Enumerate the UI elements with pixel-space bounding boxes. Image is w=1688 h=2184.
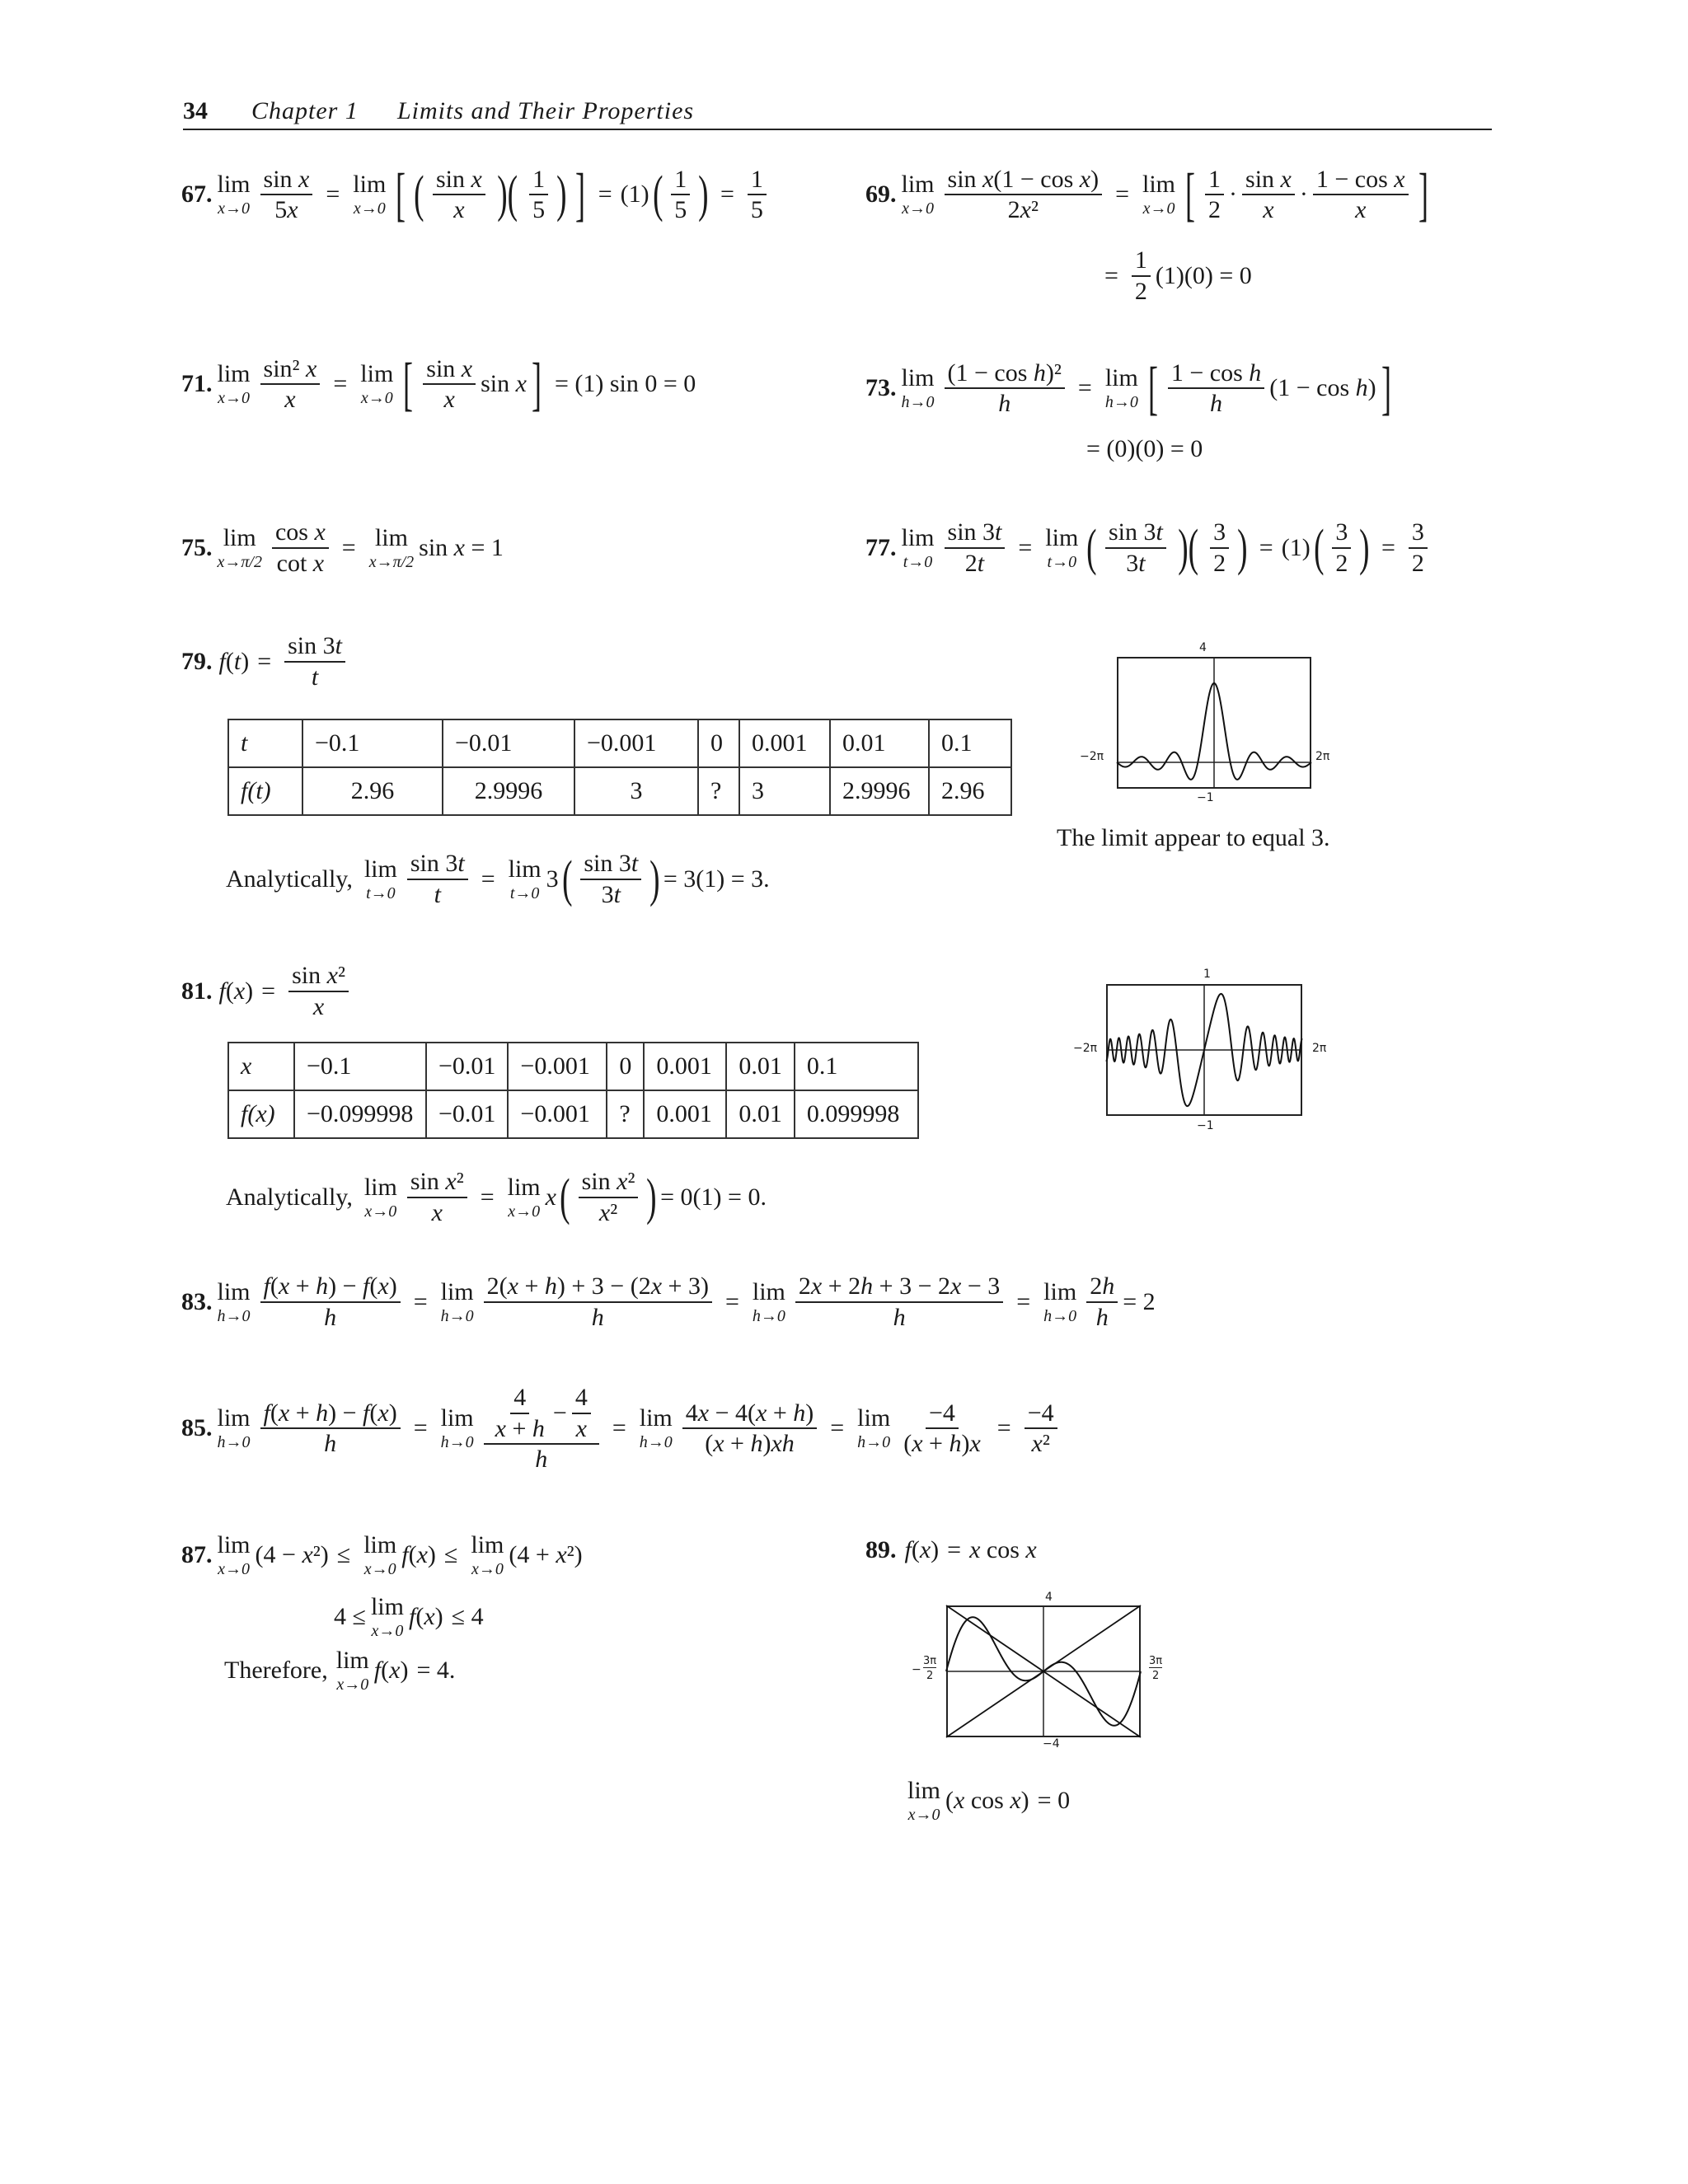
chapter-title: Limits and Their Properties [397,97,695,124]
problem-number: 83. [181,1287,213,1315]
problem-73-line2 [1086,437,1203,462]
problem-77: 77. lim t→0 $\frac{\sin 3t}{2t}$ = lim t→0 ( $\frac{\sin 3t}{3t}$ )( $\frac{3}{2}$ ) = (1) ( $\frac{3}{2}$ ) = $\frac{3}{2}$ [865,519,1432,576]
graph-note: The limit appear to equal 3. [1057,824,1330,851]
problem-89-conclusion: lim x→0 (x cos x) = 0 [907,1777,1071,1824]
problem-number: 79. [181,647,213,675]
problem-89: 89. f(x) = x cos x [865,1536,1037,1563]
problem-number: 81. [181,977,213,1005]
values-table-81 [227,1042,919,1139]
graph-81: 1 −2π 2π −1 [1073,968,1327,1132]
graph-79-plot [1117,657,1311,789]
problem-number: 85. [181,1414,213,1442]
graph-89: 4 − 3π 2 3π 2 −4 [912,1591,1163,1750]
table-row: f(t) 2.96 2.9996 3 ? 3 2.9996 2.96 [228,767,1011,815]
problem-87: 87. lim x→0 (4 − x²) ≤ lim x→0 f(x) ≤ lim x→0 (4 + x²) [181,1531,583,1578]
table-row: f(x) −0.099998 −0.01 −0.001 ? 0.001 0.01 0.099998 [228,1090,918,1138]
graph-79: 4 −2π 2π −1 The limit appear to equal 3. [1057,641,1330,851]
page-number: 34 [183,97,208,124]
result: 1 [748,166,767,196]
problem-number: 75. [181,533,213,561]
graph-89-plot [946,1605,1141,1737]
table-row: t −0.1 −0.01 −0.001 0 0.001 0.01 0.1 [228,719,1011,767]
problem-79: 79. f(t) = $\frac{\sin 3t}{t}$ [181,633,350,690]
problem-75: 75. lim x→π/2 $\frac{\text{cos x}}{\text{cot x}}$ = lim x→π/2 sin x = 1 [181,518,504,577]
problem-number: 69. [865,180,897,208]
problem-87-conclusion: Therefore, lim x→0 f(x) = 4. [224,1647,456,1694]
result: = (0)(0) = 0 [1086,435,1203,462]
problem-number: 89. [865,1536,897,1563]
problem-number: 67. [181,180,213,208]
result: = 2 [1123,1287,1156,1315]
values-table-79 [227,719,1012,816]
problem-69: 69. lim x→0 $\frac{\text{sin x(1 − cos x)}}{\text{2x²}}$ = lim x→0 [ $\frac{1}{2}$ · $\frac{\text{sin x}}{x}$ · $\frac{\text{1 − cos x}}{x}$ ] [865,162,1428,227]
result: = (1) sin 0 = 0 [554,370,696,397]
result: = 1 [471,533,504,561]
result: (1)(0) = 0 [1155,261,1252,289]
problem-85: 85. lim h→0 $\frac{f(x + h) - f(x)}{h}$ = lim h→0 $\frac{4}{x + h}$ − $\frac{4}{x}$ h = lim h→0 $\frac{4x - 4(x + h)}{(x + h)xh}$ = lim h→0 $\frac{-4}{(x + h)x}$ = $\frac{-4}{\text{x²}}$ [181,1385,1062,1473]
problem-71: 71. lim x→0 $\frac{\text{sin² x}}{x}$ = lim x→0 [ $\frac{\text{sin x}}{x}$ sin x ] = (1) sin 0 = 0 [181,351,696,417]
problem-83: 83. lim h→0 $\frac{f(x + h) - f(x)}{h}$ = lim h→0 $\frac{2(x + h) + 3 - (2x + 3)}{h}$ = lim h→0 $\frac{2x + 2h + 3 - 2x - 3}{h}$ = lim h→0 $\frac{2h}{h}$ = 2 [181,1272,1156,1331]
problem-73: 73. lim h→0 $\frac{\text{(1 − cos h)²}}{h}$ = lim h→0 [ $\frac{\text{1 − cos h}}{h}$ (1 − cos h) ] [865,355,1391,421]
problem-87-line2: 4 ≤ lim x→0 f(x) ≤ 4 [334,1593,484,1640]
problem-number: 87. [181,1541,213,1568]
chapter-label: Chapter 1 [251,97,359,124]
problem-69-line2: = $\frac{1}{2}$ (1)(0) = 0 [1104,246,1252,305]
problem-67: 67. lim x→0 $\frac{\text{sin x}}{5x}$ = lim x→0 [ ( $\frac{\text{sin x}}{x}$ )( $\frac{1}{5}$ ) ] = (1) ( $\frac{1}{5}$ ) = $\frac{1}{5}$ [181,165,771,224]
graph-81-plot [1106,984,1302,1116]
problem-number: 77. [865,533,897,561]
page-header [183,91,1492,130]
table-row: x −0.1 −0.01 −0.001 0 0.001 0.01 0.1 [228,1043,918,1090]
problem-79-analytic: Analytically, lim t→0 $\frac{\sin 3t}{t}$ = lim t→0 3 ( $\frac{\sin 3t}{3t}$ ) = 3(1) = 3. [226,850,770,908]
problem-81-analytic: Analytically, lim x→0 $\frac{\text{sin x²}}{x}$ = lim x→0 x ( $\frac{\text{sin x²}}{\text{x²}}$ ) = 0(1) = 0. [226,1168,767,1226]
problem-number: 73. [865,374,897,401]
problem-81: 81. f(x) = $\frac{\text{sin x²}}{x}$ [181,963,354,1019]
problem-number: 71. [181,370,213,397]
